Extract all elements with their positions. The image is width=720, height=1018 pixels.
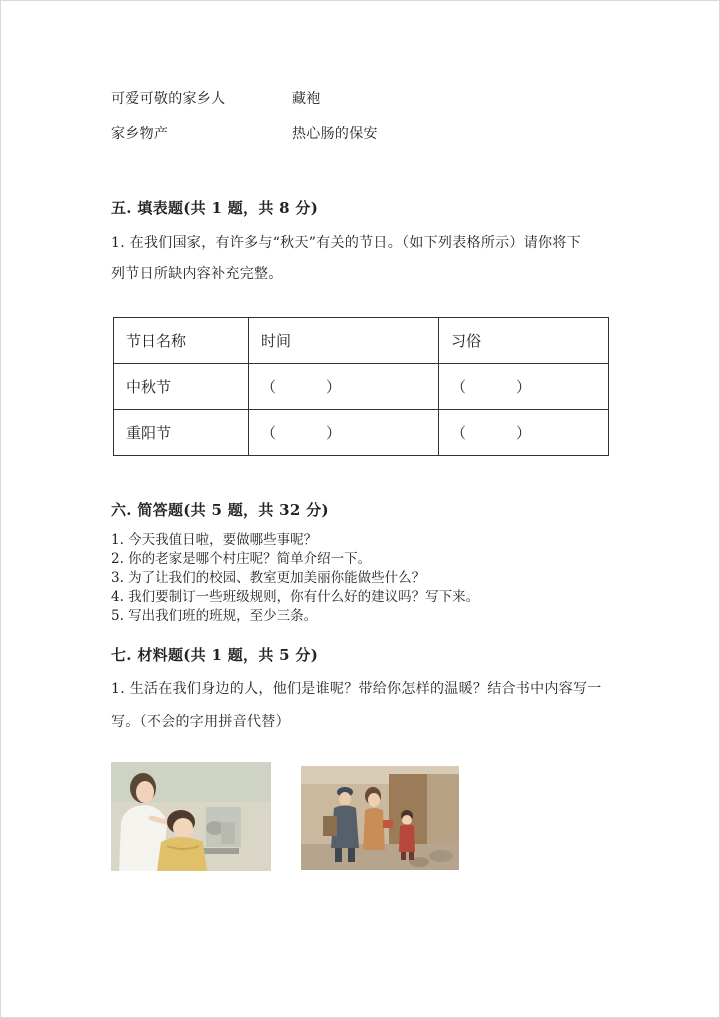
custom-blank-cell[interactable] bbox=[439, 410, 609, 456]
festival-table bbox=[113, 317, 609, 456]
list-item: 5. 写出我们班的班规，至少三条。 bbox=[111, 608, 318, 624]
open-paren: （ bbox=[451, 378, 467, 396]
close-paren: ） bbox=[515, 378, 531, 396]
match-right-1: 藏袍 bbox=[292, 91, 321, 107]
list-item: 2. 你的老家是哪个村庄呢？简单介绍一下。 bbox=[111, 551, 372, 567]
table-row bbox=[114, 410, 609, 456]
section-5-question-line1: 1. 在我们国家，有许多与“秋天”有关的节日。（如下列表格所示）请你将下 bbox=[111, 235, 581, 251]
match-right-2: 热心肠的保安 bbox=[292, 126, 378, 142]
match-left-1: 可爱可敬的家乡人 bbox=[111, 91, 226, 107]
match-left-2: 家乡物产 bbox=[111, 126, 169, 142]
header-custom: 习俗 bbox=[439, 318, 609, 364]
haircut-illustration bbox=[111, 762, 271, 871]
header-festival-name: 节日名称 bbox=[114, 318, 249, 364]
table-row bbox=[114, 364, 609, 410]
header-time: 时间 bbox=[249, 318, 439, 364]
delivery-illustration bbox=[301, 766, 459, 870]
section-7-heading: 七. 材料题(共 1 题，共 5 分) bbox=[111, 646, 319, 664]
open-paren: （ bbox=[261, 424, 277, 442]
open-paren: （ bbox=[261, 378, 277, 396]
festival-name-cell: 重阳节 bbox=[114, 410, 249, 456]
section-7-question-line2: 写。（不会的字用拼音代替） bbox=[111, 714, 290, 730]
close-paren: ） bbox=[325, 424, 341, 442]
list-item: 1. 今天我值日啦，要做哪些事呢？ bbox=[111, 532, 318, 548]
table-header-row bbox=[114, 318, 609, 364]
section-7-question-line1: 1. 生活在我们身边的人，他们是谁呢？带给你怎样的温暖？结合书中内容写一 bbox=[111, 681, 602, 697]
close-paren: ） bbox=[325, 378, 341, 396]
time-blank-cell[interactable] bbox=[249, 364, 439, 410]
section-5-question-line2: 列节日所缺内容补充完整。 bbox=[111, 266, 283, 282]
festival-name-cell: 中秋节 bbox=[114, 364, 249, 410]
list-item: 3. 为了让我们的校园、教室更加美丽你能做些什么？ bbox=[111, 570, 426, 586]
close-paren: ） bbox=[515, 424, 531, 442]
open-paren: （ bbox=[451, 424, 467, 442]
section-5-heading: 五. 填表题(共 1 题，共 8 分) bbox=[111, 199, 319, 217]
list-item: 4. 我们要制订一些班级规则，你有什么好的建议吗？写下来。 bbox=[111, 589, 480, 605]
section-6-heading: 六. 简答题(共 5 题，共 32 分) bbox=[111, 501, 329, 519]
short-answer-list bbox=[111, 531, 479, 626]
custom-blank-cell[interactable] bbox=[439, 364, 609, 410]
time-blank-cell[interactable] bbox=[249, 410, 439, 456]
